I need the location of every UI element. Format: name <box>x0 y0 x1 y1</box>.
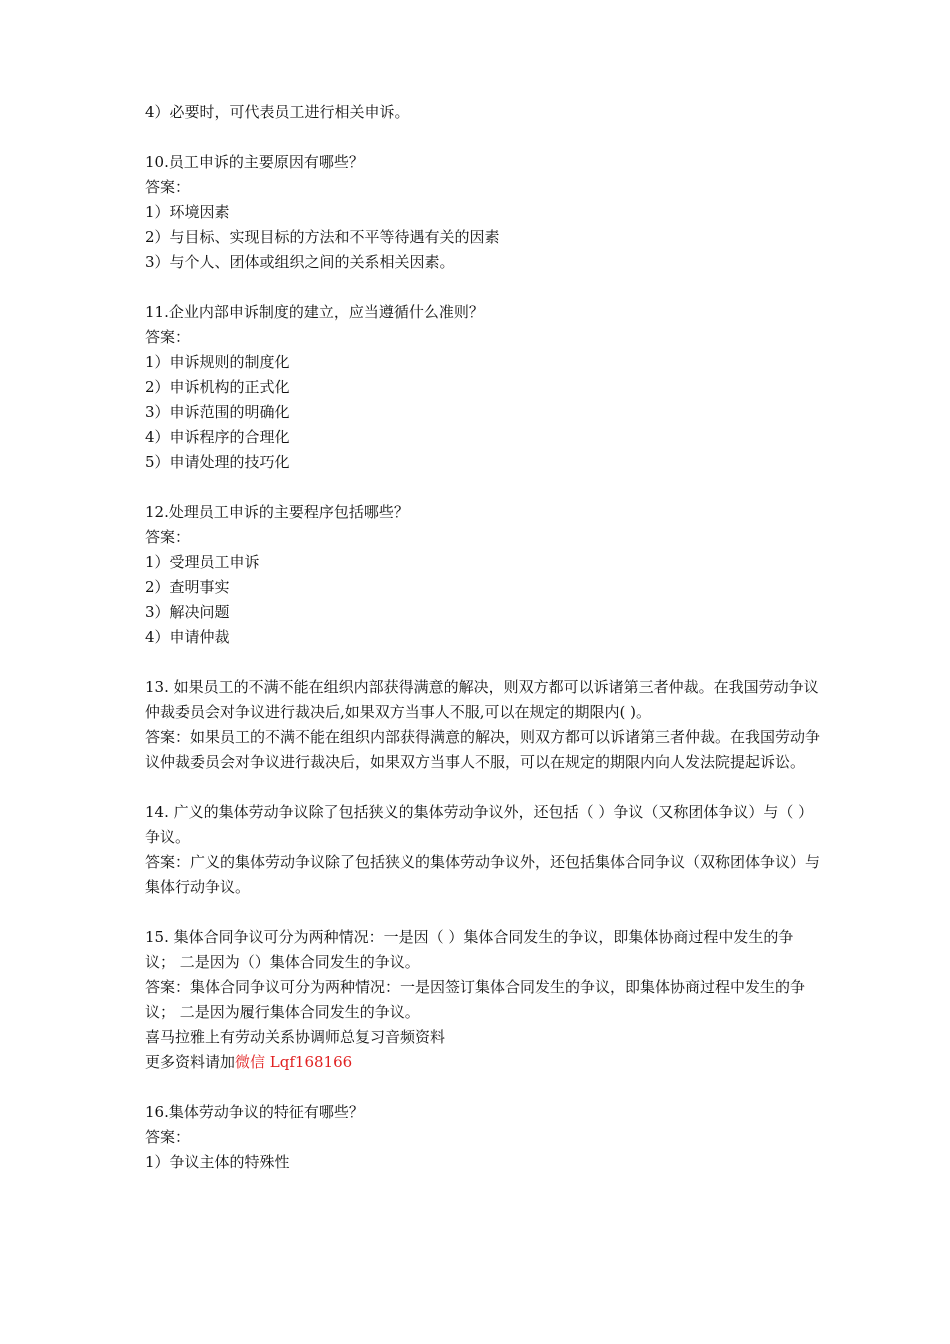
q16-answer-1: 1）争议主体的特殊性 <box>145 1153 290 1171</box>
q11-answer-1: 1）申诉规则的制度化 <box>145 353 290 371</box>
q12-answer-3: 3）解决问题 <box>145 603 230 621</box>
q11-answer-5: 5）申请处理的技巧化 <box>145 453 290 471</box>
q14-question: 14. 广义的集体劳动争议除了包括狭义的集体劳动争议外，还包括（ ）争议（又称团体争议）与（ ）争议。 <box>145 803 814 846</box>
contact-line <box>145 1050 820 1075</box>
q15-question: 15. 集体合同争议可分为两种情况：一是因（ ）集体合同发生的争议，即集体协商过程中发生的争议； 二是因为（）集体合同发生的争议。 <box>145 928 794 971</box>
q15-answer: 答案：集体合同争议可分为两种情况：一是因签订集体合同发生的争议，即集体协商过程中发生的争议； 二是因为履行集体合同发生的争议。 <box>145 978 806 1021</box>
contact-prefix: 更多资料请加 <box>145 1053 236 1071</box>
wechat-contact: 微信 Lqf168166 <box>235 1053 353 1071</box>
audio-resource-note: 喜马拉雅上有劳动关系协调师总复习音频资料 <box>145 1028 446 1046</box>
spacer <box>145 900 820 925</box>
q11-answer-label: 答案： <box>145 328 191 346</box>
q10-answer-2: 2）与目标、实现目标的方法和不平等待遇有关的因素 <box>145 228 500 246</box>
q11-answer-4: 4）申诉程序的合理化 <box>145 428 290 446</box>
q11-answer-3: 3）申诉范围的明确化 <box>145 403 290 421</box>
q11-answer-2: 2）申诉机构的正式化 <box>145 378 290 396</box>
q13-question: 13. 如果员工的不满不能在组织内部获得满意的解决，则双方都可以诉诸第三者仲裁。在我国劳动争议仲裁委员会对争议进行裁决后,如果双方当事人不服,可以在规定的期限内( )。 <box>145 678 819 721</box>
q12-question: 12.处理员工申诉的主要程序包括哪些？ <box>145 503 409 521</box>
q10-answer-3: 3）与个人、团体或组织之间的关系相关因素。 <box>145 253 455 271</box>
q11-question: 11.企业内部申诉制度的建立，应当遵循什么准则？ <box>145 303 484 321</box>
spacer <box>145 125 820 150</box>
q16-answer-label: 答案： <box>145 1128 191 1146</box>
spacer <box>145 1075 820 1100</box>
q12-answer-4: 4）申请仲裁 <box>145 628 230 646</box>
spacer <box>145 275 820 300</box>
item9-tail-line: 4）必要时，可代表员工进行相关申诉。 <box>145 103 410 121</box>
q13-answer: 答案：如果员工的不满不能在组织内部获得满意的解决，则双方都可以诉诸第三者仲裁。在我国劳动争议仲裁委员会对争议进行裁决后，如果双方当事人不服，可以在规定的期限内向人发法院提起诉讼。 <box>145 728 821 771</box>
q10-question: 10.员工申诉的主要原因有哪些？ <box>145 153 364 171</box>
spacer <box>145 650 820 675</box>
spacer <box>145 475 820 500</box>
q12-answer-1: 1）受理员工申诉 <box>145 553 260 571</box>
q12-answer-label: 答案： <box>145 528 191 546</box>
spacer <box>145 775 820 800</box>
q10-answer-label: 答案： <box>145 178 191 196</box>
q12-answer-2: 2）查明事实 <box>145 578 230 596</box>
q14-answer: 答案：广义的集体劳动争议除了包括狭义的集体劳动争议外，还包括集体合同争议（双称团体争议）与集体行动争议。 <box>145 853 821 896</box>
document-page <box>145 100 820 1175</box>
q10-answer-1: 1）环境因素 <box>145 203 230 221</box>
q16-question: 16.集体劳动争议的特征有哪些？ <box>145 1103 364 1121</box>
